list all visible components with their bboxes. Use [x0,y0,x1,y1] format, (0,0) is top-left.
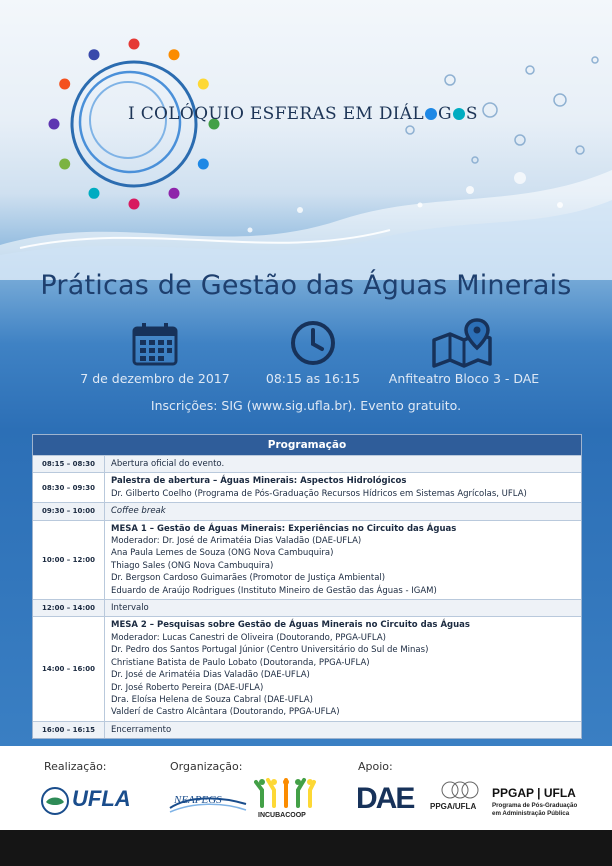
schedule-time: 12:00 – 14:00 [33,600,105,616]
organizacao-label: Organização: [170,760,243,773]
schedule-line: Eduardo de Araújo Rodrigues (Instituto Mineiro de Gestão das Águas - IGAM) [111,585,437,596]
footer-bar [0,830,612,866]
ppga-logo-text: PPGA/UFLA [430,802,477,811]
logo-dot-icon [59,159,70,170]
incubacoop-people-icon [254,776,316,810]
schedule-line: Moderador: Dr. José de Arimatéia Dias Valadão (DAE-UFLA) [111,536,362,547]
schedule-table [32,434,582,739]
schedule-line: Thiago Sales (ONG Nova Cambuquira) [111,560,274,571]
schedule-line: Christiane Batista de Paulo Lobato (Doutoranda, PPGA-UFLA) [111,657,370,668]
logo-o-dot-cyan-icon [453,108,465,120]
schedule-line: Intervalo [111,603,149,614]
schedule-session-title: Palestra de abertura – Águas Minerais: Aspectos Hidrológicos [111,476,407,487]
schedule-line: Abertura oficial do evento. [111,459,225,469]
schedule-line: Dr. Gilberto Coelho (Programa de Pós-Graduação Recursos Hídricos em Sistemas Agrícolas, UFLA) [111,488,527,499]
schedule-description [105,456,581,472]
schedule-description [105,617,581,720]
logo-dot-icon [129,39,140,50]
dae-logo-text: DAE [356,782,414,815]
schedule-row [33,520,581,599]
incubacoop-logo-text: INCUBACOOP [258,812,306,819]
event-logo-title: I COLÓQUIO ESFERAS EM DIÁL G S [128,104,478,124]
schedule-row [33,502,581,519]
ppga-logo [426,780,488,824]
schedule-time: 08:30 – 09:30 [33,473,105,502]
clock-icon [290,320,336,366]
schedule-line: Moderador: Lucas Canestri de Oliveira (Doutorando, PPGA-UFLA) [111,632,386,643]
ppgap-logo-sub1: Programa de Pós-Graduação [492,802,578,809]
neapegs-logo [168,788,248,816]
schedule-time: 10:00 – 12:00 [33,521,105,599]
registration-info: Inscrições: SIG (www.sig.ufla.br). Evento gratuito. [150,398,462,413]
realizacao-label: Realização: [44,760,107,773]
hero-background [0,0,612,430]
schedule-description [105,600,581,616]
logo-dot-icon [198,79,209,90]
schedule-row [33,455,581,472]
schedule-time: 08:15 – 08:30 [33,456,105,472]
schedule-line: Dr. Pedro dos Santos Portugal Júnior (Centro Universitário do Sul de Minas) [111,645,429,656]
schedule-description [105,503,581,519]
logo-dot-icon [169,188,180,199]
ufla-logo [40,784,131,818]
schedule-description [105,473,581,502]
incubacoop-logo [254,776,316,822]
logo-dot-icon [59,79,70,90]
schedule-line: Encerramento [111,724,172,735]
calendar-icon [132,322,178,366]
logo-dot-icon [89,49,100,60]
schedule-header: Programação [33,435,581,455]
schedule-line: Valderí de Castro Alcântara (Doutorando, PPGA-UFLA) [111,707,340,718]
schedule-session-title: MESA 2 – Pesquisas sobre Gestão de Águas Minerais no Circuito das Águas [111,620,470,631]
logo-dot-icon [129,199,140,210]
schedule-description [105,521,581,599]
event-date: 7 de dezembro de 2017 [80,371,230,386]
schedule-line: Ana Paula Lemes de Souza (ONG Nova Cambuquira) [111,548,334,559]
schedule-line: Dr. Bergson Cardoso Guimarães (Promotor de Justiça Ambiental) [111,573,386,584]
event-time: 08:15 as 16:15 [265,371,361,386]
schedule-time: 16:00 – 16:15 [33,722,105,738]
ppgap-logo [492,786,602,826]
map-pin-icon [430,318,494,368]
schedule-line: Coffee break [111,506,166,517]
schedule-row [33,721,581,738]
ppga-circles-icon [440,780,480,800]
neapegs-logo-text: NEAPEGS [174,794,222,806]
apoio-label: Apoio: [358,760,393,773]
schedule-time: 14:00 – 16:00 [33,617,105,720]
logo-dot-icon [49,119,60,130]
schedule-row [33,599,581,616]
ufla-logo-text: UFLA [72,786,131,811]
ppgap-logo-sub2: em Administração Pública [492,810,570,817]
schedule-session-title: MESA 1 – Gestão de Águas Minerais: Experiências no Circuito das Águas [111,523,457,534]
schedule-line: Dra. Eloísa Helena de Souza Cabral (DAE-UFLA) [111,694,313,705]
logo-dot-icon [169,49,180,60]
schedule-row [33,472,581,502]
schedule-row [33,616,581,720]
schedule-line: Dr. José Roberto Pereira (DAE-UFLA) [111,682,264,693]
ufla-emblem-icon [40,786,70,816]
logo-o-dot-blue-icon [425,108,437,120]
schedule-line: Dr. José de Arimatéia Dias Valadão (DAE-UFLA) [111,670,310,681]
dae-logo [356,782,412,818]
logo-dot-icon [89,188,100,199]
schedule-time: 09:30 – 10:00 [33,503,105,519]
event-place: Anfiteatro Bloco 3 - DAE [388,371,540,386]
main-title: Práticas de Gestão das Águas Minerais [40,270,572,301]
logo-dot-icon [198,159,209,170]
schedule-description [105,722,581,738]
ppgap-logo-title: PPGAP | UFLA [492,786,576,800]
